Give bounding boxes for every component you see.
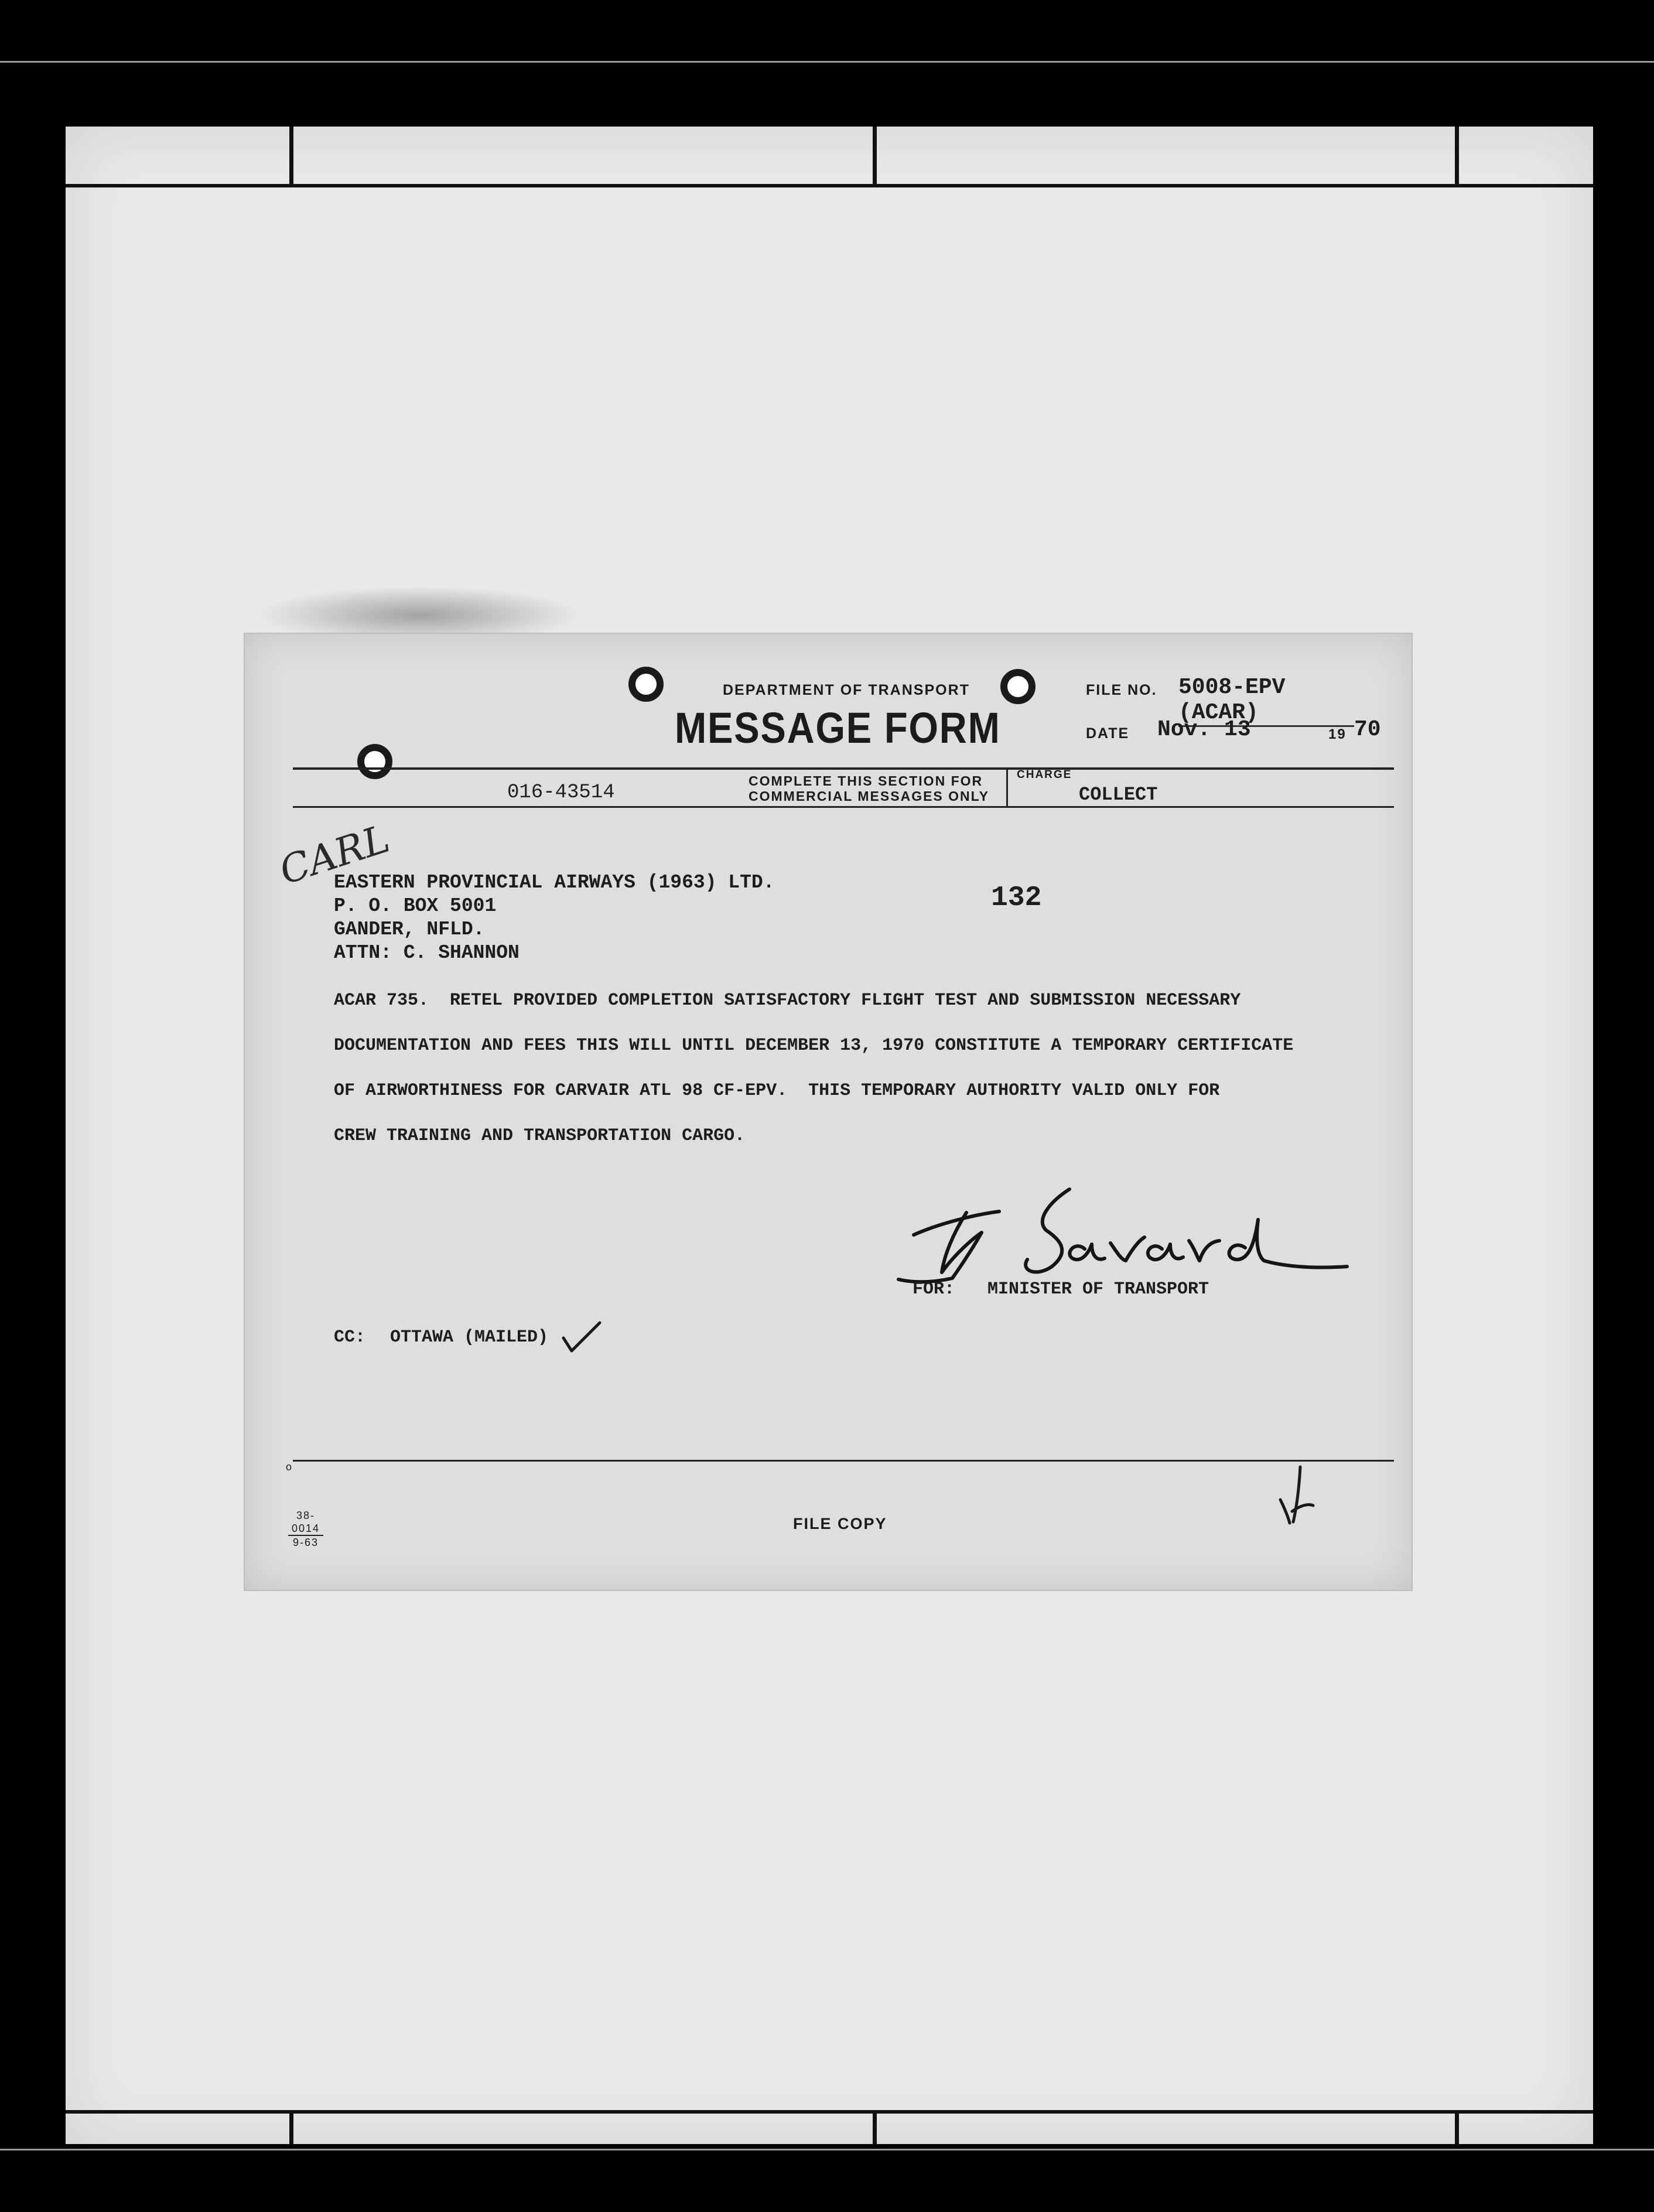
department-label: DEPARTMENT OF TRANSPORT	[723, 682, 970, 698]
form-number-line2: 9-63	[292, 1537, 319, 1548]
address-line-2: P. O. BOX 5001	[334, 895, 497, 917]
page-top-bar	[66, 184, 1593, 187]
message-number: 132	[991, 882, 1042, 914]
binder-hole	[357, 744, 392, 779]
date-label: DATE	[1086, 725, 1130, 742]
signature-role: MINISTER OF TRANSPORT	[987, 1279, 1209, 1299]
binder-hole	[1000, 669, 1036, 704]
page-bottom-tick	[289, 2110, 293, 2144]
checkmark-icon	[561, 1319, 602, 1354]
film-rule-bottom	[0, 2149, 1654, 2150]
cc-value: OTTAWA (MAILED)	[390, 1327, 549, 1347]
page-bottom-tick	[1455, 2110, 1459, 2144]
page-bottom-bar	[66, 2110, 1593, 2114]
charge-value: COLLECT	[1079, 784, 1158, 805]
body-line-3: OF AIRWORTHINESS FOR CARVAIR ATL 98 CF-EPV. THIS TEMPORARY AUTHORITY VALID ONLY FOR	[334, 1081, 1220, 1101]
address-line-1: EASTERN PROVINCIAL AIRWAYS (1963) LTD.	[334, 872, 775, 893]
form-number	[288, 1509, 323, 1549]
commercial-note	[749, 773, 989, 804]
commercial-number: 016-43514	[507, 781, 615, 804]
body-line-4: CREW TRAINING AND TRANSPORTATION CARGO.	[334, 1126, 746, 1146]
form-title: MESSAGE FORM	[675, 704, 1001, 752]
binder-hole	[628, 667, 664, 702]
address-line-4: ATTN: C. SHANNON	[334, 942, 520, 964]
file-no-value: 5008-EPV (ACAR)	[1178, 675, 1354, 727]
page-bottom-tick	[873, 2110, 877, 2144]
address-line-3: GANDER, NFLD.	[334, 919, 485, 940]
header-rule	[293, 767, 1394, 770]
form-number-line1: 38-0014	[288, 1509, 323, 1536]
date-value: Nov. 13	[1157, 717, 1251, 742]
body-line-1: ACAR 735. RETEL PROVIDED COMPLETION SATISFACTORY FLIGHT TEST AND SUBMISSION NECESSARY	[334, 991, 1241, 1011]
page-top-tick	[1455, 127, 1459, 187]
footer-rule	[293, 1460, 1394, 1462]
page-top-tick	[873, 127, 877, 187]
section-rule	[293, 806, 1394, 808]
cc-label: CC:	[334, 1327, 366, 1347]
body-line-2: DOCUMENTATION AND FEES THIS WILL UNTIL DECEMBER 13, 1970 CONSTITUTE A TEMPORARY CERTIFICATE	[334, 1036, 1294, 1056]
commercial-note-line2: COMMERCIAL MESSAGES ONLY	[749, 788, 989, 804]
charge-divider	[1006, 767, 1008, 807]
film-rule-top	[0, 61, 1654, 63]
handwritten-initial	[1277, 1465, 1318, 1525]
handwritten-note: CARL	[274, 815, 395, 894]
corner-mark: o	[286, 1461, 293, 1473]
year-value: 70	[1354, 717, 1381, 742]
page-top-tick	[289, 127, 293, 187]
year-prefix: 19	[1328, 726, 1347, 742]
charge-label: CHARGE	[1017, 769, 1072, 781]
message-body	[334, 978, 1388, 1159]
message-form	[245, 634, 1412, 1590]
commercial-note-line1: COMPLETE THIS SECTION FOR	[749, 773, 983, 788]
signature-for-label: FOR:	[913, 1279, 955, 1299]
file-copy-label: FILE COPY	[793, 1515, 887, 1532]
file-no-label: FILE NO.	[1086, 682, 1157, 698]
